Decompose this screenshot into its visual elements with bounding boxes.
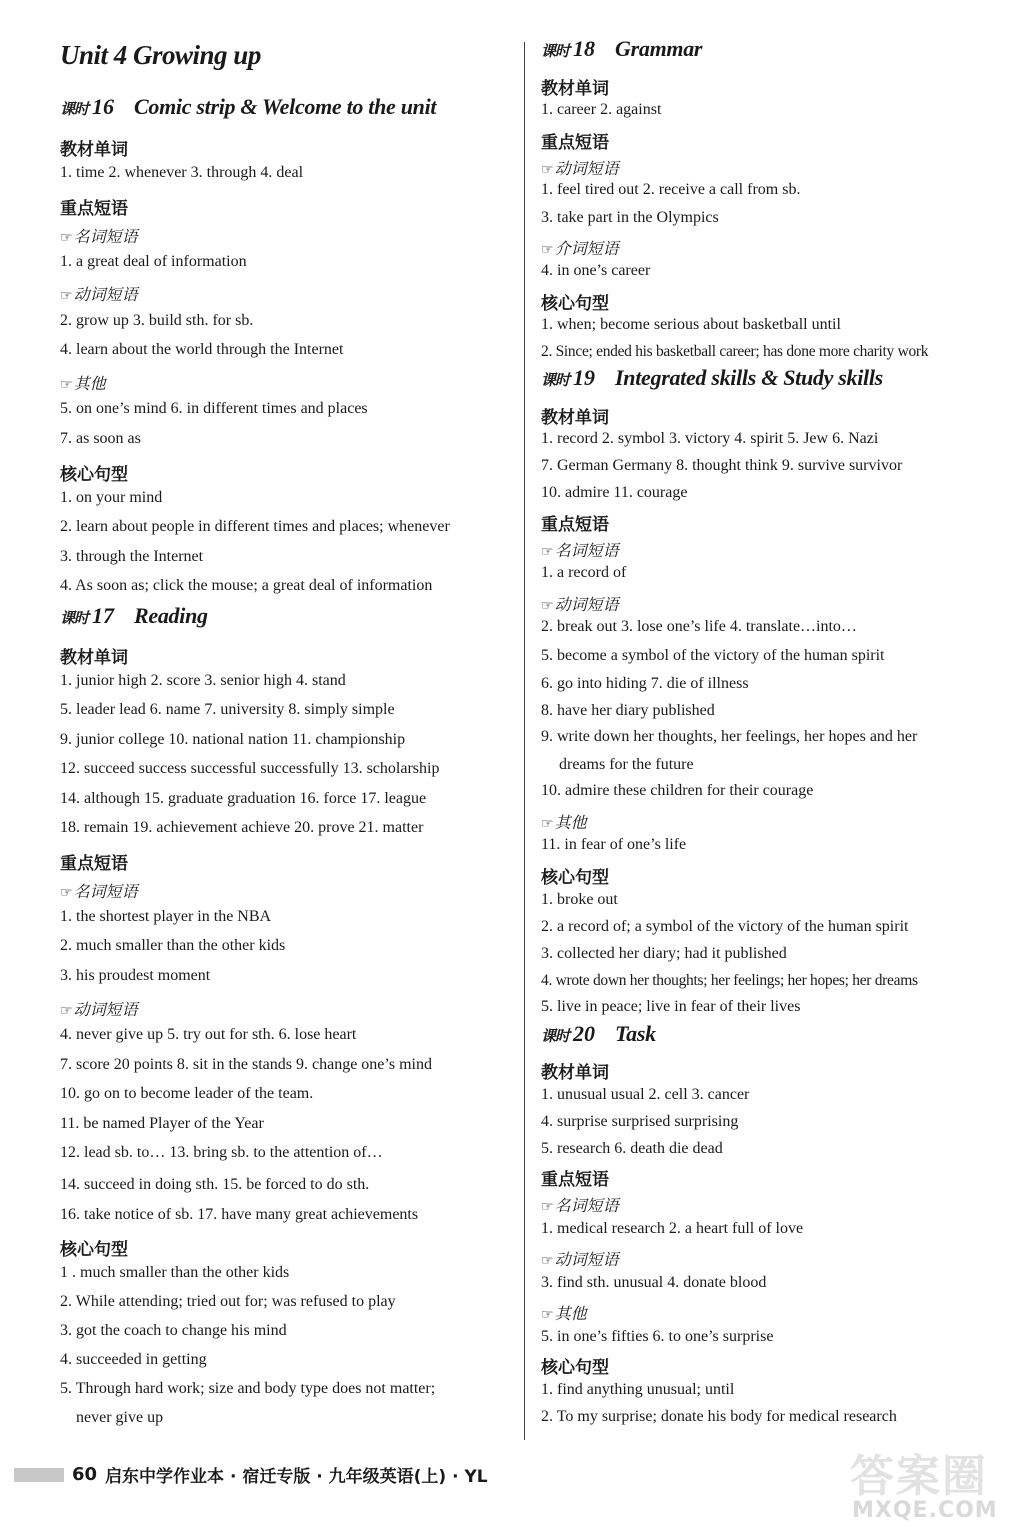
answer-line: 1. time 2. whenever 3. through 4. deal — [60, 164, 304, 181]
answer-line: 4. learn about the world through the Internet — [60, 341, 344, 358]
pointing-hand-icon: ☞ — [541, 1307, 554, 1323]
page-footer — [14, 1462, 488, 1488]
answer-line: dreams for the future — [559, 756, 694, 773]
lesson-heading — [60, 94, 436, 120]
phrase-category — [541, 156, 619, 179]
phrase-category — [60, 879, 138, 902]
phrase-category-label: 动词短语 — [73, 285, 138, 304]
phrase-category — [541, 1193, 619, 1216]
pointing-hand-icon: ☞ — [541, 162, 554, 178]
lesson-title: Comic strip & Welcome to the unit — [134, 94, 437, 119]
column-divider — [524, 42, 525, 1440]
phrase-category-label: 名词短语 — [73, 227, 138, 246]
answer-line: 2. While attending; tried out for; was refused to play — [60, 1293, 396, 1310]
answer-line: 5. on one’s mind 6. in different times and places — [60, 400, 368, 417]
lesson-tag: 课时 — [541, 371, 570, 389]
phrase-category-label: 其他 — [73, 374, 106, 393]
section-heading: 重点短语 — [60, 854, 128, 874]
answer-line: 2. learn about people in different times and places; whenever — [60, 518, 450, 535]
lesson-heading — [541, 365, 883, 391]
answer-line: 2. To my surprise; donate his body for medical research — [541, 1408, 897, 1425]
answer-line: 1. record 2. symbol 3. victory 4. spirit 5. Jew 6. Nazi — [541, 430, 879, 447]
answer-line: never give up — [76, 1409, 164, 1426]
pointing-hand-icon: ☞ — [541, 1253, 554, 1269]
answer-line: 1 . much smaller than the other kids — [60, 1264, 290, 1281]
answer-line: 1. on your mind — [60, 489, 163, 506]
answer-line: 3. find sth. unusual 4. donate blood — [541, 1274, 767, 1291]
section-heading: 重点短语 — [60, 199, 128, 219]
pointing-hand-icon: ☞ — [60, 885, 73, 901]
answer-line: 1. when; become serious about basketball until — [541, 316, 841, 333]
watermark-url: MXQE.COM — [852, 1498, 998, 1523]
section-heading: 重点短语 — [541, 133, 609, 153]
answer-line: 4. in one’s career — [541, 262, 651, 279]
phrase-category-label: 动词短语 — [73, 1000, 138, 1019]
section-heading: 核心句型 — [541, 1358, 609, 1378]
pointing-hand-icon: ☞ — [541, 242, 554, 258]
answer-line: 12. lead sb. to… 13. bring sb. to the attention of… — [60, 1144, 383, 1161]
lesson-title: Grammar — [615, 36, 703, 61]
lesson-number: 16 — [92, 94, 115, 119]
phrase-category — [541, 1301, 587, 1324]
answer-line: 5. live in peace; live in fear of their lives — [541, 998, 801, 1015]
pointing-hand-icon: ☞ — [541, 598, 554, 614]
answer-line: 2. Since; ended his basketball career; has done more charity work — [541, 343, 929, 360]
page-number: 60 — [72, 1464, 98, 1485]
answer-line: 10. admire these children for their courage — [541, 782, 814, 799]
pointing-hand-icon: ☞ — [541, 816, 554, 832]
section-heading: 教材单词 — [541, 408, 609, 428]
answer-line: 10. admire 11. courage — [541, 484, 688, 501]
phrase-category — [541, 236, 619, 259]
section-heading: 教材单词 — [60, 648, 128, 668]
answer-line: 4. never give up 5. try out for sth. 6. lose heart — [60, 1026, 357, 1043]
answer-line: 1. career 2. against — [541, 101, 662, 118]
lesson-tag: 课时 — [60, 100, 89, 118]
answer-line: 2. grow up 3. build sth. for sb. — [60, 312, 254, 329]
watermark-text: 答案圈 — [850, 1451, 988, 1502]
lesson-heading — [541, 36, 702, 62]
answer-line: 1. feel tired out 2. receive a call from sb. — [541, 181, 801, 198]
answer-line: 11. be named Player of the Year — [60, 1115, 264, 1132]
lesson-heading — [60, 603, 208, 629]
lesson-tag: 课时 — [541, 42, 570, 60]
phrase-category-label: 其他 — [554, 813, 587, 832]
answer-line: 1. medical research 2. a heart full of love — [541, 1220, 804, 1237]
phrase-category-label: 名词短语 — [73, 882, 138, 901]
phrase-category — [60, 282, 138, 305]
answer-line: 1. broke out — [541, 891, 618, 908]
answer-line: 5. Through hard work; size and body type does not matter; — [60, 1380, 436, 1397]
answer-line: 4. As soon as; click the mouse; a great deal of information — [60, 577, 433, 594]
section-heading: 重点短语 — [541, 1170, 609, 1190]
phrase-category — [541, 810, 587, 833]
phrase-category — [60, 224, 138, 247]
phrase-category-label: 名词短语 — [554, 1196, 619, 1215]
answer-line: 3. collected her diary; had it published — [541, 945, 787, 962]
answer-line: 3. his proudest moment — [60, 967, 211, 984]
lesson-heading — [541, 1021, 656, 1047]
answer-line: 14. succeed in doing sth. 15. be forced to do sth. — [60, 1176, 370, 1193]
unit-title: Unit 4 Growing up — [60, 40, 261, 70]
answer-line: 3. got the coach to change his mind — [60, 1322, 287, 1339]
answer-line: 4. succeeded in getting — [60, 1351, 207, 1368]
lesson-number: 17 — [92, 603, 115, 628]
answer-line: 1. the shortest player in the NBA — [60, 908, 272, 925]
answer-line: 1. junior high 2. score 3. senior high 4. stand — [60, 672, 346, 689]
pointing-hand-icon: ☞ — [541, 544, 554, 560]
pointing-hand-icon: ☞ — [60, 288, 73, 304]
section-heading: 教材单词 — [60, 140, 128, 160]
phrase-category — [541, 592, 619, 615]
phrase-category — [60, 997, 138, 1020]
phrase-category-label: 介词短语 — [554, 239, 619, 258]
lesson-number: 19 — [573, 365, 596, 390]
answer-line: 12. succeed success successful successfully 13. scholarship — [60, 760, 440, 777]
answer-line: 7. score 20 points 8. sit in the stands 9. change one’s mind — [60, 1056, 432, 1073]
section-heading: 教材单词 — [541, 79, 609, 99]
answer-line: 5. in one’s fifties 6. to one’s surprise — [541, 1328, 774, 1345]
answer-line: 10. go on to become leader of the team. — [60, 1085, 314, 1102]
pointing-hand-icon: ☞ — [541, 1199, 554, 1215]
answer-line: 6. go into hiding 7. die of illness — [541, 675, 749, 692]
watermark-logo — [846, 1440, 1004, 1530]
answer-line: 5. research 6. death die dead — [541, 1140, 723, 1157]
phrase-category-label: 名词短语 — [554, 541, 619, 560]
phrase-category-label: 动词短语 — [554, 159, 619, 178]
answer-line: 14. although 15. graduate graduation 16. force 17. league — [60, 790, 427, 807]
pointing-hand-icon: ☞ — [60, 377, 73, 393]
answer-line: 9. write down her thoughts, her feelings, her hopes and her — [541, 728, 918, 745]
answer-line: 1. unusual usual 2. cell 3. cancer — [541, 1086, 750, 1103]
answer-line: 3. through the Internet — [60, 548, 204, 565]
answer-line: 1. find anything unusual; until — [541, 1381, 735, 1398]
answer-line: 11. in fear of one’s life — [541, 836, 687, 853]
answer-line: 7. as soon as — [60, 430, 141, 447]
lesson-tag: 课时 — [541, 1027, 570, 1045]
lesson-number: 20 — [573, 1021, 596, 1046]
phrase-category-label: 动词短语 — [554, 595, 619, 614]
phrase-category-label: 动词短语 — [554, 1250, 619, 1269]
answer-line: 2. a record of; a symbol of the victory of the human spirit — [541, 918, 909, 935]
section-heading: 核心句型 — [541, 868, 609, 888]
answer-line: 2. break out 3. lose one’s life 4. translate…into… — [541, 618, 857, 635]
book-title: 启东中学作业本 · 宿迁专版 · 九年级英语(上) · YL — [105, 1467, 488, 1487]
answer-line: 8. have her diary published — [541, 702, 715, 719]
section-heading: 教材单词 — [541, 1063, 609, 1083]
section-heading: 重点短语 — [541, 515, 609, 535]
phrase-category-label: 其他 — [554, 1304, 587, 1323]
answer-line: 2. much smaller than the other kids — [60, 937, 286, 954]
section-heading: 核心句型 — [541, 294, 609, 314]
phrase-category — [541, 538, 619, 561]
pointing-hand-icon: ☞ — [60, 230, 73, 246]
lesson-title: Reading — [134, 603, 208, 628]
answer-line: 9. junior college 10. national nation 11. championship — [60, 731, 406, 748]
section-heading: 核心句型 — [60, 1240, 128, 1260]
lesson-tag: 课时 — [60, 609, 89, 627]
answer-line: 3. take part in the Olympics — [541, 209, 719, 226]
answer-line: 16. take notice of sb. 17. have many great achievements — [60, 1206, 419, 1223]
answer-line: 7. German Germany 8. thought think 9. survive survivor — [541, 457, 903, 474]
answer-line: 1. a record of — [541, 564, 627, 581]
answer-line: 18. remain 19. achievement achieve 20. prove 21. matter — [60, 819, 424, 836]
section-heading: 核心句型 — [60, 465, 128, 485]
answer-line: 4. surprise surprised surprising — [541, 1113, 739, 1130]
answer-line: 4. wrote down her thoughts; her feelings; her hopes; her dreams — [541, 972, 918, 989]
footer-bar — [14, 1468, 64, 1482]
answer-line: 5. leader lead 6. name 7. university 8. simply simple — [60, 701, 395, 718]
pointing-hand-icon: ☞ — [60, 1003, 73, 1019]
answer-line: 1. a great deal of information — [60, 253, 247, 270]
lesson-title: Integrated skills & Study skills — [615, 365, 883, 390]
lesson-number: 18 — [573, 36, 596, 61]
lesson-title: Task — [615, 1021, 656, 1046]
phrase-category — [541, 1247, 619, 1270]
phrase-category — [60, 371, 106, 394]
answer-line: 5. become a symbol of the victory of the human spirit — [541, 647, 885, 664]
